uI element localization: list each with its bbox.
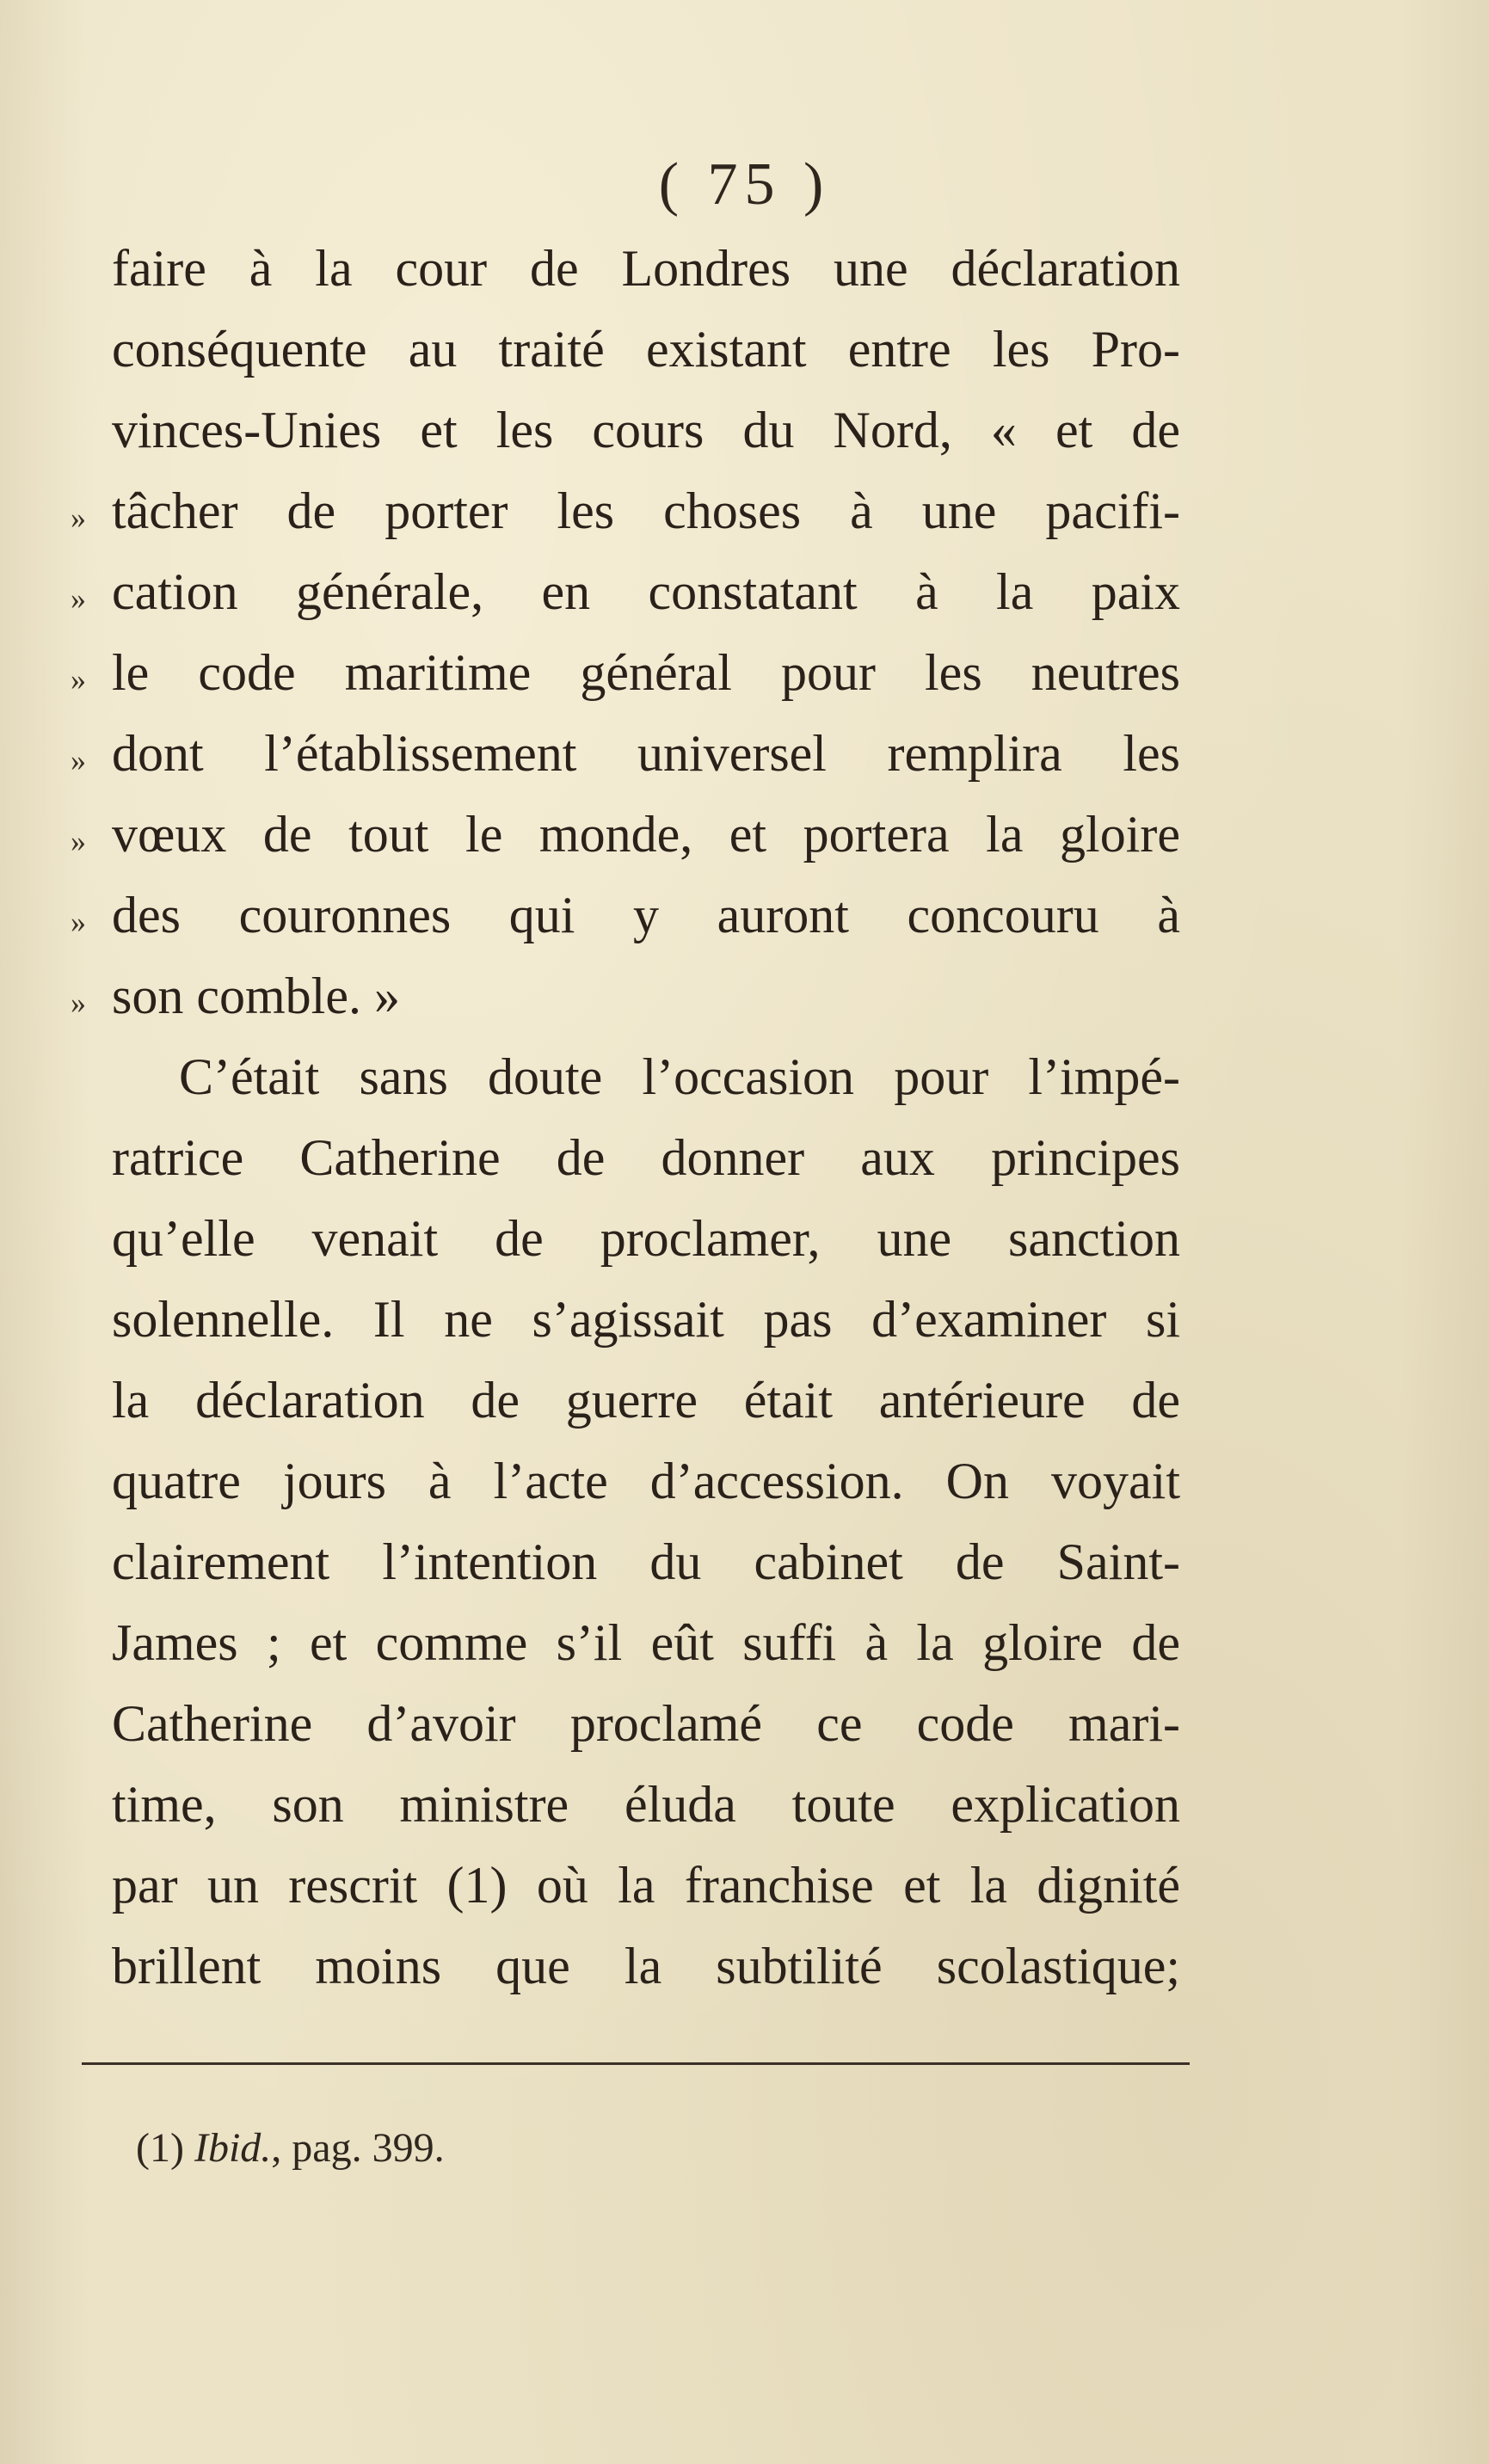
page-number: ( 75 ) bbox=[658, 151, 831, 218]
text-line bbox=[71, 713, 1180, 794]
line-text: tâcher de porter les choses à une pacifi- bbox=[112, 482, 1180, 539]
line-text: des couronnes qui y auront concouru à bbox=[112, 887, 1180, 943]
line-text: James ; et comme s’il eût suffi à la gloire de bbox=[112, 1614, 1180, 1671]
text-line bbox=[71, 228, 1180, 309]
line-text: C’était sans doute l’occasion pour l’impé- bbox=[179, 1048, 1180, 1105]
line-text: clairement l’intention du cabinet de Saint- bbox=[112, 1533, 1180, 1590]
quote-mark: » bbox=[71, 662, 86, 697]
quote-mark: » bbox=[71, 986, 86, 1020]
text-line bbox=[71, 1521, 1180, 1602]
quote-mark: » bbox=[71, 824, 86, 858]
quote-mark: » bbox=[71, 501, 86, 535]
text-line bbox=[71, 794, 1180, 875]
line-text: time, son ministre éluda toute explication bbox=[112, 1776, 1180, 1833]
text-line bbox=[71, 390, 1180, 470]
text-line bbox=[71, 1441, 1180, 1521]
quote-mark: » bbox=[71, 743, 86, 777]
text-line bbox=[71, 1198, 1180, 1279]
text-line bbox=[71, 1602, 1180, 1683]
line-text: dont l’établissement universel remplira les bbox=[112, 725, 1180, 782]
quote-mark: » bbox=[71, 581, 86, 616]
text-line bbox=[71, 1036, 1180, 1117]
line-text: faire à la cour de Londres une déclaration bbox=[112, 240, 1180, 297]
text-line bbox=[71, 1117, 1180, 1198]
line-text: vinces-Unies et les cours du Nord, « et de bbox=[112, 402, 1180, 458]
text-line bbox=[71, 551, 1180, 632]
line-text: ratrice Catherine de donner aux principes bbox=[112, 1129, 1180, 1186]
line-text: cation générale, en constatant à la paix bbox=[112, 563, 1180, 620]
line-text: qu’elle venait de proclamer, une sanction bbox=[112, 1210, 1180, 1267]
text-line bbox=[71, 1360, 1180, 1441]
text-line bbox=[71, 1764, 1180, 1845]
body-text bbox=[71, 228, 1180, 2006]
line-text: brillent moins que la subtilité scolastique; bbox=[112, 1938, 1180, 1994]
footnote-reference: Ibid. bbox=[194, 2125, 272, 2171]
text-line bbox=[71, 309, 1180, 390]
text-line bbox=[71, 1926, 1180, 2006]
text-line bbox=[71, 1845, 1180, 1926]
line-text: Catherine d’avoir proclamé ce code mari- bbox=[112, 1695, 1180, 1752]
line-text: la déclaration de guerre était antérieure de bbox=[112, 1372, 1180, 1429]
line-text: solennelle. Il ne s’agissait pas d’examiner si bbox=[112, 1291, 1180, 1348]
line-text: son comble. » bbox=[112, 968, 400, 1024]
footnote bbox=[136, 2124, 445, 2172]
footnote-page: , pag. 399. bbox=[271, 2125, 445, 2171]
line-text: conséquente au traité existant entre les Pro- bbox=[112, 321, 1180, 378]
text-line bbox=[71, 955, 1180, 1036]
line-text: le code maritime général pour les neutres bbox=[112, 644, 1180, 701]
text-line bbox=[71, 875, 1180, 955]
text-line bbox=[71, 1683, 1180, 1764]
text-line bbox=[71, 632, 1180, 713]
footnote-divider bbox=[82, 2062, 1190, 2065]
quote-mark: » bbox=[71, 905, 86, 939]
line-text: quatre jours à l’acte d’accession. On voyait bbox=[112, 1453, 1180, 1509]
text-line bbox=[71, 470, 1180, 551]
line-text: vœux de tout le monde, et portera la gloire bbox=[112, 806, 1180, 863]
text-line bbox=[71, 1279, 1180, 1360]
footnote-marker: (1) bbox=[136, 2125, 184, 2171]
line-text: par un rescrit (1) où la franchise et la dignité bbox=[112, 1857, 1180, 1914]
